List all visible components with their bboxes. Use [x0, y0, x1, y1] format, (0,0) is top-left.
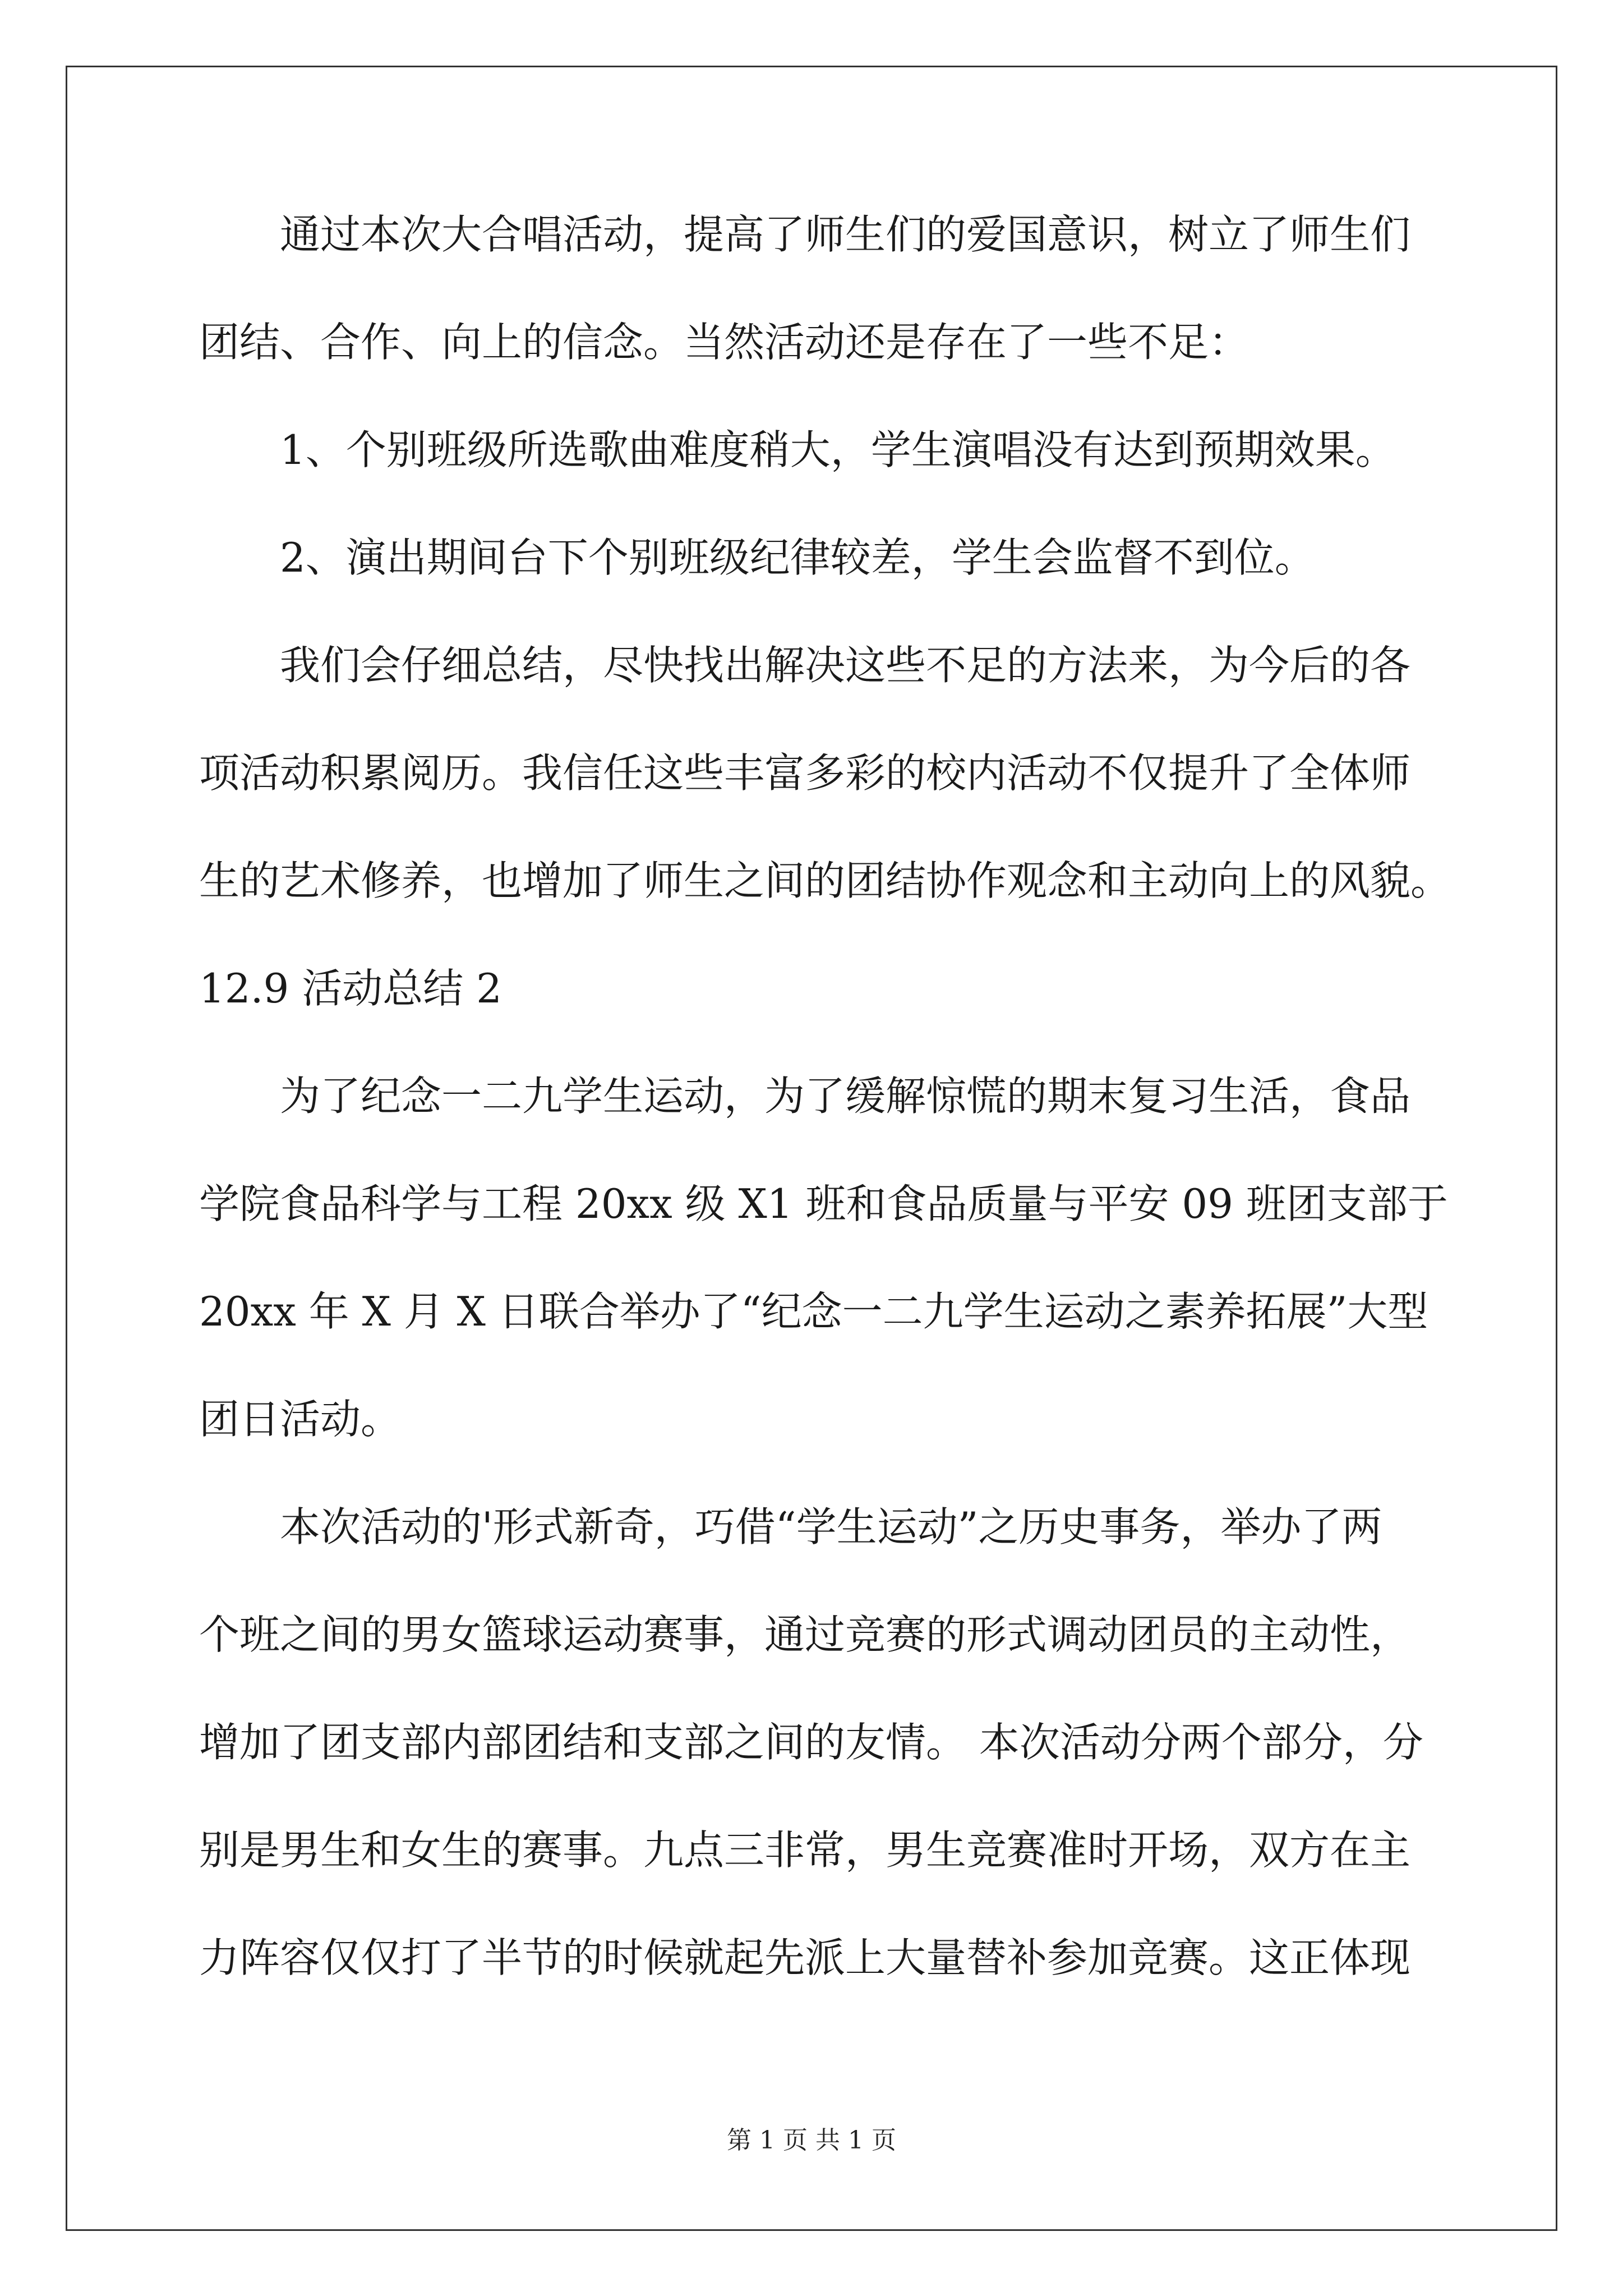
- text-line: 通过本次大合唱活动，提高了师生们的爱国意识，树立了师生们: [280, 211, 1411, 258]
- text-line: 力阵容仅仅打了半节的时候就起先派上大量替补参加竞赛。这正体现: [199, 1934, 1411, 1981]
- text-line: 为了纪念一二九学生运动，为了缓解惊慌的期末复习生活，食品: [280, 1073, 1411, 1120]
- text-line: 生的艺术修养，也增加了师生之间的团结协作观念和主动向上的风貌。: [199, 857, 1451, 904]
- text-line: 团结、合作、向上的信念。当然活动还是存在了一些不足：: [199, 319, 1249, 366]
- text-line: 团日活动。: [199, 1396, 402, 1443]
- section-heading: 12.9 活动总结 2: [199, 965, 502, 1012]
- text-line: 项活动积累阅历。我信任这些丰富多彩的校内活动不仅提升了全体师: [199, 749, 1411, 797]
- text-line: 本次活动的'形式新奇，巧借“学生运动”之历史事务，举办了两: [280, 1503, 1382, 1550]
- text-line: 个班之间的男女篮球运动赛事，通过竞赛的形式调动团员的主动性，: [199, 1611, 1411, 1658]
- text-line: 学院食品科学与工程 20xx 级 X1 班和食品质量与平安 09 班团支部于: [199, 1180, 1448, 1227]
- list-item: 2、演出期间台下个别班级纪律较差，学生会监督不到位。: [280, 534, 1315, 581]
- text-line: 别是男生和女生的赛事。九点三非常，男生竞赛准时开场，双方在主: [199, 1826, 1411, 1874]
- text-line: 我们会仔细总结，尽快找出解决这些不足的方法来，为今后的各: [280, 642, 1411, 689]
- text-line: 20xx 年 X 月 X 日联合举办了“纪念一二九学生运动之素养拓展”大型: [199, 1288, 1428, 1335]
- page-footer: 第 1 页 共 1 页: [727, 2126, 896, 2155]
- text-line: 增加了团支部内部团结和支部之间的友情。 本次活动分两个部分，分: [199, 1719, 1423, 1766]
- list-item: 1、个别班级所选歌曲难度稍大，学生演唱没有达到预期效果。: [280, 426, 1396, 473]
- document-body: [199, 208, 1451, 2039]
